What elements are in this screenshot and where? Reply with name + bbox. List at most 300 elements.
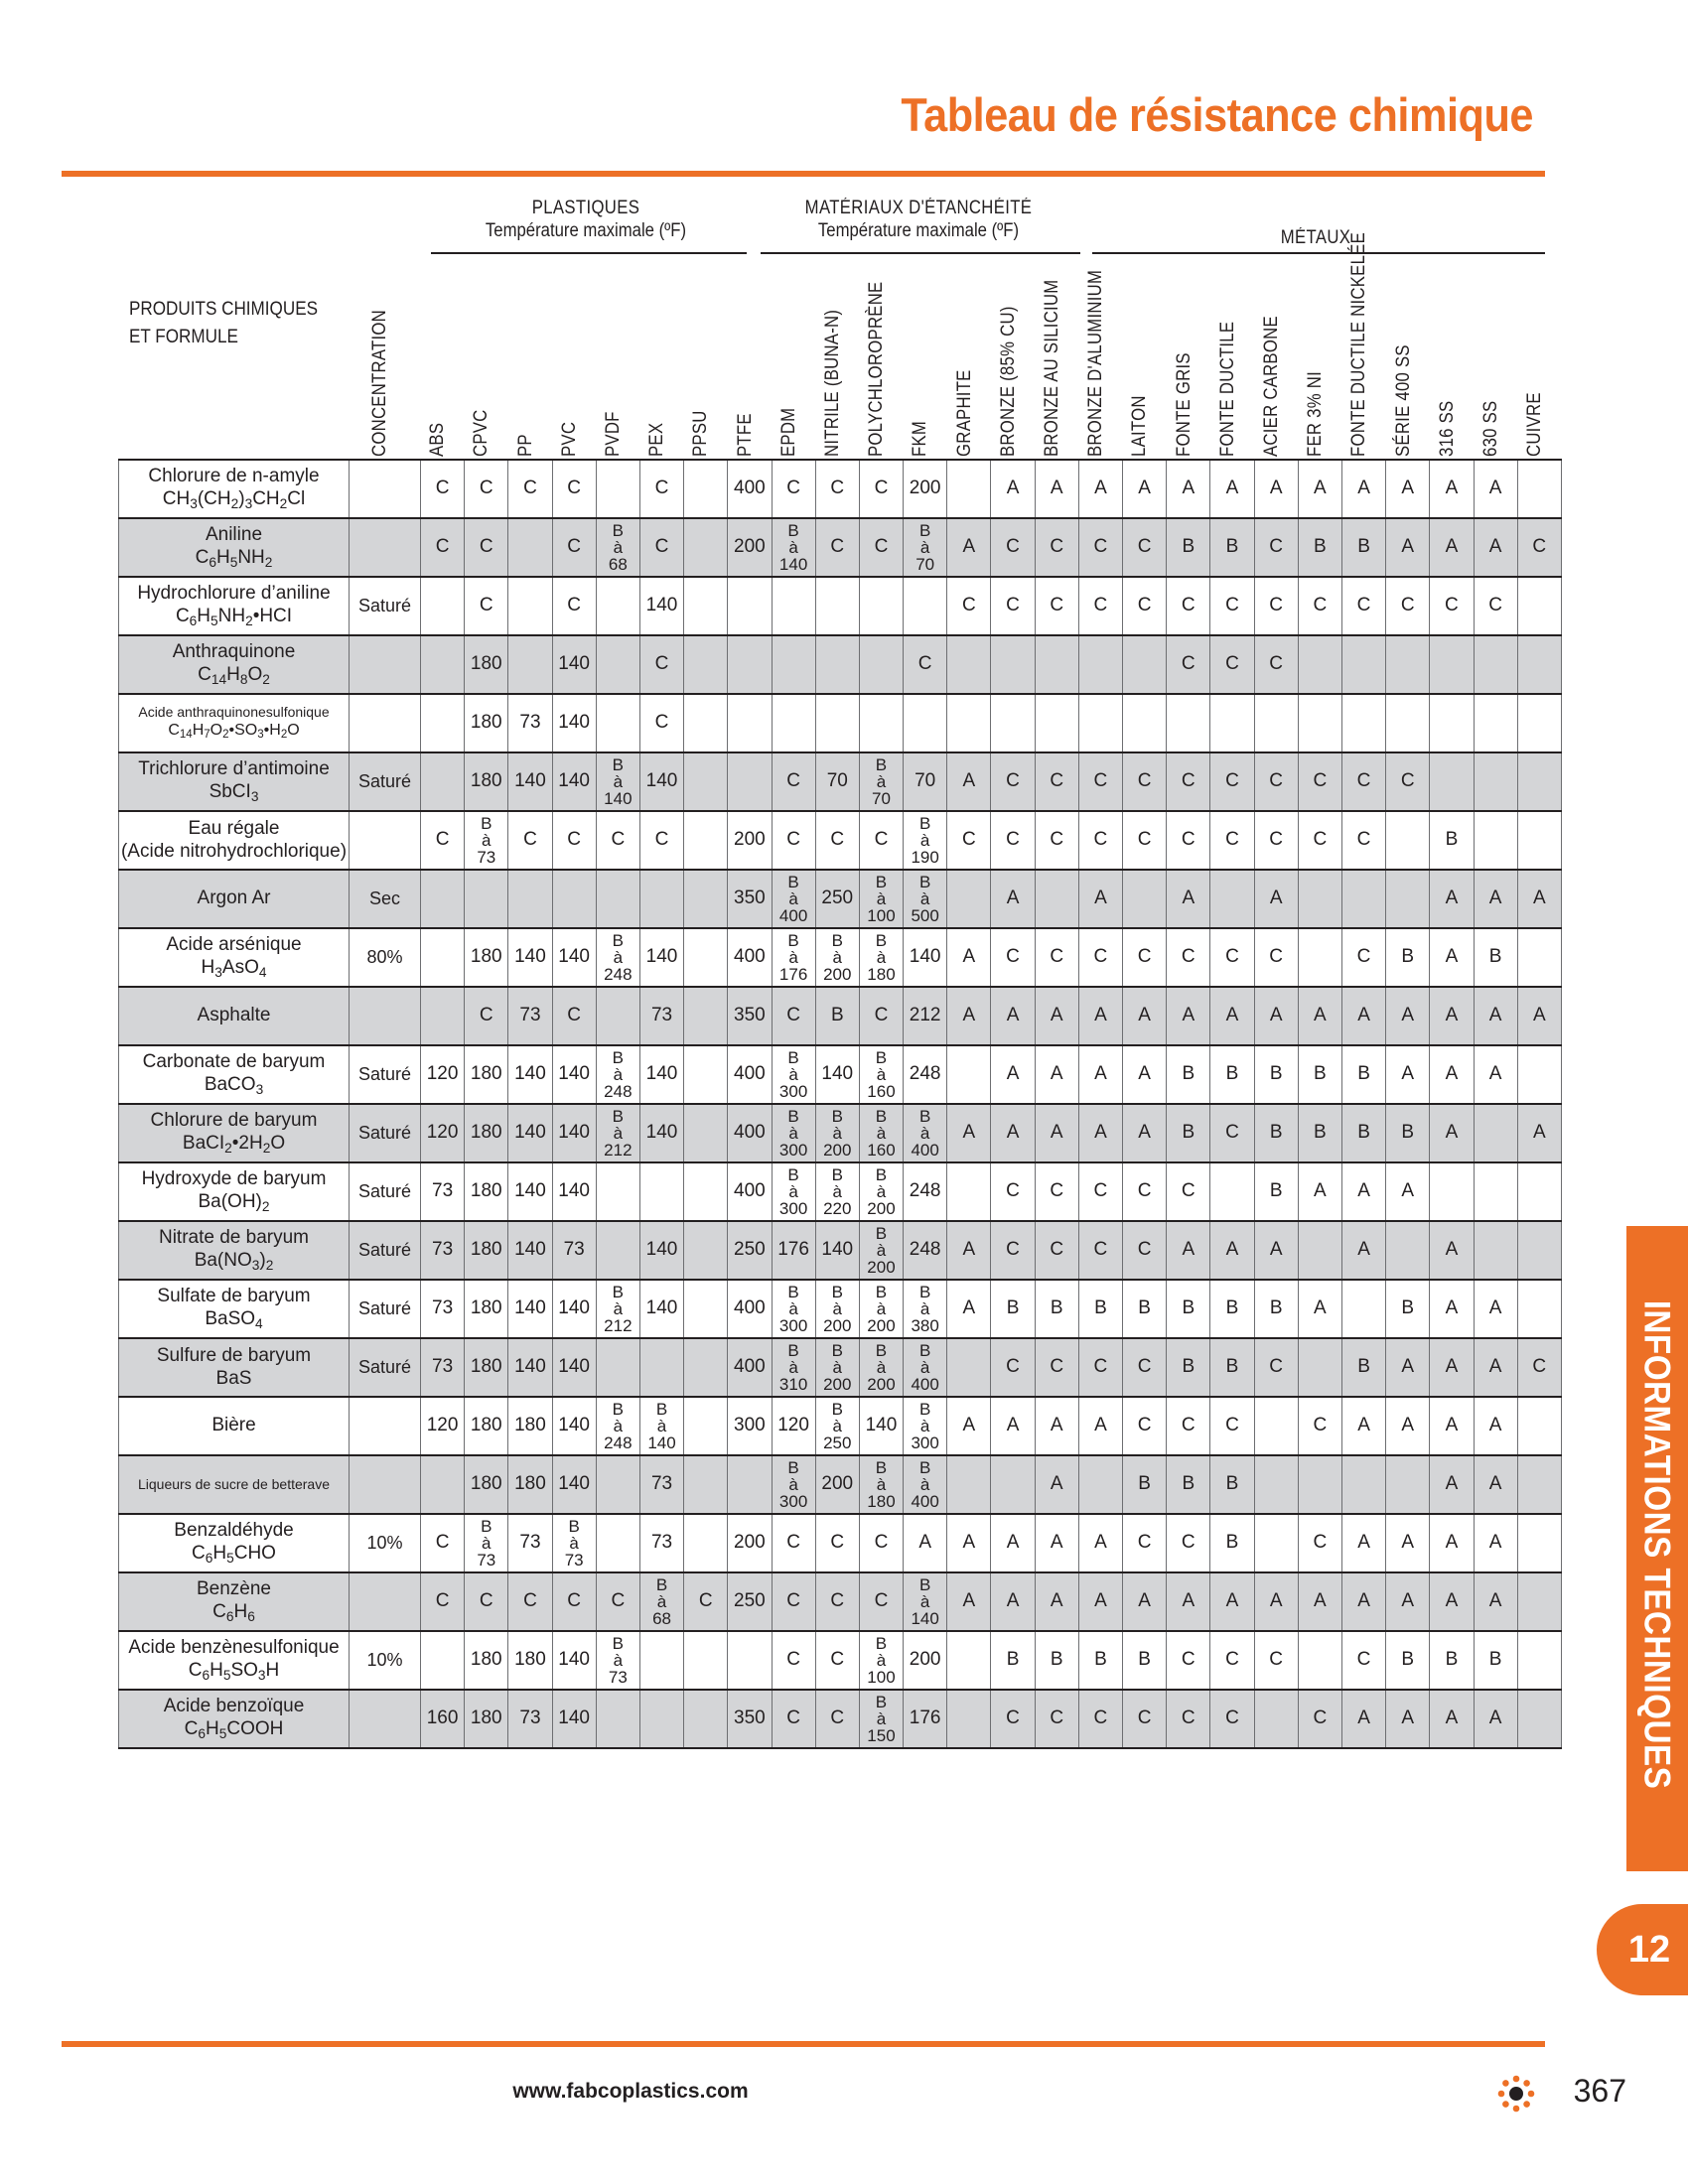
- cell-graphite: [947, 1690, 991, 1748]
- table-row: [119, 752, 1562, 811]
- cell-bronze-d-aluminium: B: [1078, 1280, 1122, 1338]
- fabco-logo-icon: [1493, 2071, 1539, 2116]
- cell-bronze-au-silicium: [1035, 694, 1078, 752]
- cell-epdm: 120: [772, 1397, 815, 1455]
- chemical-name-eau-regale: Eau régale (Acide nitrohydrochlorique): [119, 811, 350, 870]
- page-title-text: Tableau de résistance chimique: [901, 88, 1533, 141]
- cell-cpvc: 180: [465, 1631, 508, 1690]
- cell-fkm: B à 140: [904, 1572, 947, 1631]
- chemical-name-sulfure-de-baryum: Sulfure de baryum BaS: [119, 1338, 350, 1397]
- cell-cuivre: [1517, 694, 1561, 752]
- cell-ppsu: [684, 1045, 728, 1104]
- cell-fkm: 248: [904, 1221, 947, 1280]
- cell-fonte-ductile: C: [1210, 928, 1254, 987]
- cell-fkm: B à 400: [904, 1338, 947, 1397]
- column-header-fer-3-ni: FER 3% NI: [1305, 371, 1327, 457]
- cell-fonte-ductile: C: [1210, 635, 1254, 694]
- cell-630-ss: A: [1474, 1280, 1517, 1338]
- cell-abs: 73: [421, 1221, 465, 1280]
- table-row: [119, 1280, 1562, 1338]
- cell-pvdf: [596, 577, 639, 635]
- table-row: [119, 1338, 1562, 1397]
- cell-316-ss: C: [1430, 577, 1474, 635]
- cell-pvc: C: [552, 460, 596, 518]
- cell-epdm: B à 300: [772, 1455, 815, 1514]
- cell-serie-400-ss: B: [1386, 1280, 1430, 1338]
- cell-bronze-d-aluminium: A: [1078, 870, 1122, 928]
- cell-serie-400-ss: A: [1386, 518, 1430, 577]
- cell-ptfe: [728, 1455, 772, 1514]
- cell-ppsu: [684, 460, 728, 518]
- cell-ptfe: 400: [728, 1162, 772, 1221]
- cell-pex: 140: [639, 928, 683, 987]
- cell-fonte-ductile-nickelee: [1341, 635, 1385, 694]
- cell-ptfe: 350: [728, 987, 772, 1045]
- cell-fonte-gris: C: [1167, 752, 1210, 811]
- cell-fonte-gris: C: [1167, 1514, 1210, 1572]
- cell-ppsu: [684, 752, 728, 811]
- cell-abs: C: [421, 1514, 465, 1572]
- cell-acier-carbone: B: [1254, 1045, 1298, 1104]
- cell-cuivre: [1517, 1455, 1561, 1514]
- cell-cpvc: 180: [465, 1338, 508, 1397]
- cell-pvc: 73: [552, 1221, 596, 1280]
- cell-630-ss: A: [1474, 518, 1517, 577]
- chemical-name-chlorure-de-n-amyle: Chlorure de n-amyle $CH_3(CH_2)_3CH_2Cl$: [119, 460, 350, 518]
- cell-fonte-ductile: C: [1210, 1690, 1254, 1748]
- cell-acier-carbone: A: [1254, 1221, 1298, 1280]
- corner-header-line1: PRODUITS CHIMIQUES: [129, 299, 319, 320]
- cell-bronze-au-silicium: C: [1035, 1162, 1078, 1221]
- cell-concentration: [350, 811, 421, 870]
- cell-cpvc: C: [465, 460, 508, 518]
- cell-316-ss: A: [1430, 1045, 1474, 1104]
- cell-fonte-ductile: A: [1210, 1572, 1254, 1631]
- cell-pvdf: B à 73: [596, 1631, 639, 1690]
- cell-bronze-d-aluminium: C: [1078, 811, 1122, 870]
- chemical-name-chlorure-de-baryum: Chlorure de baryum $BaCI_2•2H_2O$: [119, 1104, 350, 1162]
- cell-cuivre: [1517, 635, 1561, 694]
- cell-630-ss: A: [1474, 1045, 1517, 1104]
- cell-630-ss: A: [1474, 1397, 1517, 1455]
- cell-ppsu: [684, 1514, 728, 1572]
- cell-abs: C: [421, 518, 465, 577]
- cell-serie-400-ss: C: [1386, 752, 1430, 811]
- cell-serie-400-ss: A: [1386, 1162, 1430, 1221]
- cell-cuivre: [1517, 928, 1561, 987]
- cell-bronze-d-aluminium: [1078, 635, 1122, 694]
- table-row: [119, 1162, 1562, 1221]
- cell-polychloroprene: B à 150: [859, 1690, 903, 1748]
- cell-pex: [639, 1631, 683, 1690]
- cell-fer-3-ni: B: [1298, 1104, 1341, 1162]
- cell-serie-400-ss: B: [1386, 928, 1430, 987]
- cell-pex: C: [639, 811, 683, 870]
- cell-graphite: [947, 1338, 991, 1397]
- cell-polychloroprene: 140: [859, 1397, 903, 1455]
- cell-pvc: 140: [552, 1104, 596, 1162]
- cell-pvdf: B à 248: [596, 1397, 639, 1455]
- cell-abs: [421, 752, 465, 811]
- cell-cpvc: C: [465, 987, 508, 1045]
- cell-laiton: [1123, 870, 1167, 928]
- table-row: [119, 1455, 1562, 1514]
- cell-cpvc: C: [465, 518, 508, 577]
- cell-cuivre: [1517, 1221, 1561, 1280]
- cell-ptfe: 200: [728, 811, 772, 870]
- cell-graphite: A: [947, 1280, 991, 1338]
- cell-fkm: 140: [904, 928, 947, 987]
- cell-acier-carbone: C: [1254, 811, 1298, 870]
- cell-acier-carbone: B: [1254, 1280, 1298, 1338]
- cell-fer-3-ni: C: [1298, 1397, 1341, 1455]
- cell-316-ss: B: [1430, 1631, 1474, 1690]
- cell-pex: [639, 1162, 683, 1221]
- cell-pvdf: [596, 460, 639, 518]
- cell-fonte-ductile: B: [1210, 1280, 1254, 1338]
- cell-fkm: B à 500: [904, 870, 947, 928]
- cell-316-ss: A: [1430, 987, 1474, 1045]
- cell-316-ss: [1430, 635, 1474, 694]
- cell-fonte-gris: C: [1167, 1631, 1210, 1690]
- cell-630-ss: [1474, 1221, 1517, 1280]
- cell-cpvc: [465, 870, 508, 928]
- cell-acier-carbone: C: [1254, 577, 1298, 635]
- column-header-acier-carbone: ACIER CARBONE: [1260, 316, 1282, 457]
- column-header-concentration: CONCENTRATION: [369, 309, 390, 457]
- cell-polychloroprene: B à 160: [859, 1045, 903, 1104]
- cell-pp: 73: [508, 1514, 552, 1572]
- cell-serie-400-ss: A: [1386, 1045, 1430, 1104]
- cell-fer-3-ni: [1298, 1631, 1341, 1690]
- cell-pp: [508, 635, 552, 694]
- cell-pvc: 140: [552, 694, 596, 752]
- cell-630-ss: A: [1474, 1690, 1517, 1748]
- chemical-name-nitrate-de-baryum: Nitrate de baryum $Ba(NO_3)_2$: [119, 1221, 350, 1280]
- cell-graphite: A: [947, 987, 991, 1045]
- cell-concentration: 80%: [350, 928, 421, 987]
- cell-acier-carbone: C: [1254, 1631, 1298, 1690]
- column-header-graphite: GRAPHITE: [953, 369, 975, 457]
- cell-fonte-gris: C: [1167, 577, 1210, 635]
- cell-laiton: C: [1123, 1397, 1167, 1455]
- cell-fonte-ductile: B: [1210, 1455, 1254, 1514]
- cell-epdm: B à 300: [772, 1045, 815, 1104]
- cell-pvdf: [596, 1514, 639, 1572]
- cell-pvdf: B à 248: [596, 928, 639, 987]
- cell-fonte-ductile: B: [1210, 1045, 1254, 1104]
- cell-graphite: A: [947, 1221, 991, 1280]
- cell-serie-400-ss: A: [1386, 1397, 1430, 1455]
- cell-graphite: A: [947, 1514, 991, 1572]
- cell-acier-carbone: [1254, 1690, 1298, 1748]
- cell-cuivre: A: [1517, 987, 1561, 1045]
- cell-pex: 140: [639, 752, 683, 811]
- cell-ppsu: [684, 518, 728, 577]
- cell-epdm: B à 140: [772, 518, 815, 577]
- cell-630-ss: A: [1474, 1455, 1517, 1514]
- cell-pvdf: [596, 1455, 639, 1514]
- table-row: [119, 987, 1562, 1045]
- cell-serie-400-ss: C: [1386, 577, 1430, 635]
- cell-pvc: B à 73: [552, 1514, 596, 1572]
- cell-ptfe: [728, 577, 772, 635]
- cell-epdm: C: [772, 1572, 815, 1631]
- cell-cuivre: [1517, 1690, 1561, 1748]
- cell-polychloroprene: B à 200: [859, 1280, 903, 1338]
- cell-laiton: C: [1123, 1690, 1167, 1748]
- cell-laiton: B: [1123, 1280, 1167, 1338]
- cell-cuivre: [1517, 1514, 1561, 1572]
- cell-cuivre: A: [1517, 870, 1561, 928]
- cell-concentration: 10%: [350, 1514, 421, 1572]
- cell-ppsu: [684, 577, 728, 635]
- group-header-plastiques-title: PLASTIQUES: [531, 198, 640, 218]
- cell-ppsu: [684, 1280, 728, 1338]
- footer-url[interactable]: www.fabcoplastics.com: [512, 2080, 749, 2103]
- group-header-metaux-title: MÉTAUX: [1280, 227, 1351, 248]
- cell-fkm: 176: [904, 1690, 947, 1748]
- cell-bronze-d-aluminium: A: [1078, 1514, 1122, 1572]
- cell-laiton: C: [1123, 518, 1167, 577]
- cell-graphite: A: [947, 928, 991, 987]
- cell-fonte-ductile-nickelee: A: [1341, 1690, 1385, 1748]
- cell-epdm: B à 310: [772, 1338, 815, 1397]
- cell-fonte-ductile-nickelee: C: [1341, 811, 1385, 870]
- cell-acier-carbone: A: [1254, 460, 1298, 518]
- cell-fonte-ductile: [1210, 1162, 1254, 1221]
- table-row: [119, 1631, 1562, 1690]
- column-header-polychloropr-ne: POLYCHLOROPRÈNE: [866, 281, 888, 457]
- cell-epdm: C: [772, 460, 815, 518]
- cell-pvdf: C: [596, 1572, 639, 1631]
- cell-cpvc: 180: [465, 1221, 508, 1280]
- cell-polychloroprene: B à 160: [859, 1104, 903, 1162]
- cell-cpvc: 180: [465, 635, 508, 694]
- cell-graphite: [947, 460, 991, 518]
- cell-pvc: 140: [552, 928, 596, 987]
- column-header-pvc: PVC: [558, 421, 580, 457]
- cell-bronze-85-cu: A: [991, 1397, 1035, 1455]
- cell-pvc: C: [552, 811, 596, 870]
- cell-316-ss: A: [1430, 1221, 1474, 1280]
- cell-graphite: A: [947, 1572, 991, 1631]
- cell-acier-carbone: C: [1254, 1338, 1298, 1397]
- cell-concentration: [350, 1397, 421, 1455]
- cell-fkm: 200: [904, 1631, 947, 1690]
- cell-bronze-85-cu: [991, 1455, 1035, 1514]
- cell-fonte-gris: C: [1167, 1397, 1210, 1455]
- cell-fonte-ductile-nickelee: A: [1341, 1572, 1385, 1631]
- cell-pvdf: [596, 694, 639, 752]
- cell-polychloroprene: B à 100: [859, 1631, 903, 1690]
- cell-fonte-ductile: B: [1210, 518, 1254, 577]
- cell-nitrile-buna-n: 200: [815, 1455, 859, 1514]
- cell-ppsu: [684, 1455, 728, 1514]
- cell-316-ss: A: [1430, 1104, 1474, 1162]
- cell-polychloroprene: [859, 694, 903, 752]
- cell-fonte-ductile: B: [1210, 1514, 1254, 1572]
- table-row: [119, 928, 1562, 987]
- chemical-name-benzene: Benzène $C_6H_6$: [119, 1572, 350, 1631]
- chemical-name-hydrochlorure-d-aniline: Hydrochlorure d’aniline $C_6H_5NH_2•HCI$: [119, 577, 350, 635]
- column-header-630-ss: 630 SS: [1479, 400, 1501, 457]
- cell-cpvc: 180: [465, 1455, 508, 1514]
- cell-316-ss: A: [1430, 870, 1474, 928]
- cell-abs: [421, 870, 465, 928]
- chemical-name-acide-benzoique: Acide benzoïque $C_6H_5COOH$: [119, 1690, 350, 1748]
- cell-nitrile-buna-n: B à 200: [815, 1338, 859, 1397]
- cell-graphite: [947, 1045, 991, 1104]
- table-row: [119, 1397, 1562, 1455]
- cell-cpvc: 180: [465, 694, 508, 752]
- table-row: [119, 577, 1562, 635]
- cell-ppsu: [684, 1221, 728, 1280]
- cell-bronze-au-silicium: A: [1035, 1514, 1078, 1572]
- cell-fonte-gris: B: [1167, 1338, 1210, 1397]
- cell-bronze-au-silicium: C: [1035, 518, 1078, 577]
- cell-cuivre: [1517, 1631, 1561, 1690]
- cell-pex: 73: [639, 1514, 683, 1572]
- cell-pvdf: C: [596, 811, 639, 870]
- cell-bronze-d-aluminium: C: [1078, 928, 1122, 987]
- cell-fonte-gris: C: [1167, 928, 1210, 987]
- cell-fkm: 248: [904, 1045, 947, 1104]
- cell-cuivre: C: [1517, 1338, 1561, 1397]
- cell-serie-400-ss: A: [1386, 987, 1430, 1045]
- cell-fonte-ductile: [1210, 870, 1254, 928]
- cell-pex: 140: [639, 1045, 683, 1104]
- column-header-s-rie-400-ss: SÉRIE 400 SS: [1392, 344, 1414, 457]
- cell-graphite: A: [947, 518, 991, 577]
- cell-epdm: B à 300: [772, 1280, 815, 1338]
- cell-ppsu: [684, 1690, 728, 1748]
- cell-bronze-au-silicium: A: [1035, 987, 1078, 1045]
- cell-pvdf: B à 140: [596, 752, 639, 811]
- cell-graphite: [947, 1631, 991, 1690]
- table-row: [119, 811, 1562, 870]
- cell-serie-400-ss: [1386, 694, 1430, 752]
- cell-fonte-ductile-nickelee: [1341, 870, 1385, 928]
- cell-bronze-85-cu: C: [991, 1338, 1035, 1397]
- cell-630-ss: A: [1474, 870, 1517, 928]
- cell-bronze-85-cu: [991, 635, 1035, 694]
- cell-bronze-d-aluminium: C: [1078, 577, 1122, 635]
- cell-fonte-ductile-nickelee: B: [1341, 518, 1385, 577]
- cell-cuivre: [1517, 577, 1561, 635]
- column-header-laiton: LAITON: [1129, 395, 1151, 457]
- cell-fer-3-ni: A: [1298, 1162, 1341, 1221]
- cell-bronze-85-cu: A: [991, 460, 1035, 518]
- cell-ptfe: 350: [728, 870, 772, 928]
- cell-fonte-gris: C: [1167, 1162, 1210, 1221]
- cell-acier-carbone: [1254, 1514, 1298, 1572]
- cell-fkm: C: [904, 635, 947, 694]
- cell-pvc: [552, 870, 596, 928]
- cell-epdm: C: [772, 1690, 815, 1748]
- cell-fonte-ductile-nickelee: A: [1341, 1162, 1385, 1221]
- cell-fonte-ductile: C: [1210, 752, 1254, 811]
- chemical-name-asphalte: Asphalte: [119, 987, 350, 1045]
- cell-graphite: C: [947, 811, 991, 870]
- cell-pvdf: B à 212: [596, 1104, 639, 1162]
- cell-cuivre: [1517, 1280, 1561, 1338]
- cell-cuivre: [1517, 811, 1561, 870]
- cell-fonte-ductile-nickelee: C: [1341, 577, 1385, 635]
- cell-fonte-gris: B: [1167, 1104, 1210, 1162]
- cell-cpvc: 180: [465, 1280, 508, 1338]
- cell-fonte-ductile-nickelee: C: [1341, 1631, 1385, 1690]
- cell-ptfe: [728, 1631, 772, 1690]
- cell-fonte-ductile: B: [1210, 1338, 1254, 1397]
- cell-nitrile-buna-n: C: [815, 518, 859, 577]
- cell-nitrile-buna-n: B à 250: [815, 1397, 859, 1455]
- cell-cuivre: [1517, 1397, 1561, 1455]
- cell-fonte-gris: [1167, 694, 1210, 752]
- cell-nitrile-buna-n: 140: [815, 1221, 859, 1280]
- cell-pp: 140: [508, 752, 552, 811]
- cell-630-ss: A: [1474, 1338, 1517, 1397]
- cell-bronze-au-silicium: A: [1035, 460, 1078, 518]
- cell-cpvc: 180: [465, 1397, 508, 1455]
- cell-polychloroprene: B à 200: [859, 1338, 903, 1397]
- cell-laiton: C: [1123, 1514, 1167, 1572]
- cell-pex: 140: [639, 1221, 683, 1280]
- cell-acier-carbone: [1254, 1397, 1298, 1455]
- cell-ptfe: [728, 752, 772, 811]
- cell-bronze-85-cu: C: [991, 577, 1035, 635]
- cell-nitrile-buna-n: B à 200: [815, 1104, 859, 1162]
- cell-ppsu: [684, 1162, 728, 1221]
- table-row: [119, 460, 1562, 518]
- cell-316-ss: A: [1430, 1455, 1474, 1514]
- cell-fonte-gris: A: [1167, 1221, 1210, 1280]
- cell-acier-carbone: C: [1254, 635, 1298, 694]
- table-row: [119, 694, 1562, 752]
- cell-polychloroprene: [859, 577, 903, 635]
- cell-epdm: C: [772, 752, 815, 811]
- cell-fer-3-ni: [1298, 1338, 1341, 1397]
- cell-ppsu: [684, 635, 728, 694]
- cell-fonte-gris: B: [1167, 1280, 1210, 1338]
- cell-fonte-ductile: [1210, 694, 1254, 752]
- cell-fonte-ductile-nickelee: B: [1341, 1104, 1385, 1162]
- cell-concentration: [350, 1690, 421, 1748]
- cell-acier-carbone: B: [1254, 1162, 1298, 1221]
- cell-fkm: B à 300: [904, 1397, 947, 1455]
- column-header-ptfe: PTFE: [734, 413, 756, 457]
- cell-bronze-85-cu: [991, 694, 1035, 752]
- cell-serie-400-ss: A: [1386, 1690, 1430, 1748]
- table-row: [119, 1221, 1562, 1280]
- cell-630-ss: A: [1474, 1572, 1517, 1631]
- column-header-nitrile-buna-n: NITRILE (BUNA-N): [821, 309, 843, 457]
- cell-acier-carbone: [1254, 1455, 1298, 1514]
- column-header-fonte-gris: FONTE GRIS: [1173, 352, 1195, 457]
- chemical-name-acide-benzenesulfonique: Acide benzènesulfonique $C_6H_5SO_3H$: [119, 1631, 350, 1690]
- cell-laiton: C: [1123, 811, 1167, 870]
- cell-ppsu: C: [684, 1572, 728, 1631]
- cell-nitrile-buna-n: [815, 577, 859, 635]
- cell-polychloroprene: B à 200: [859, 1162, 903, 1221]
- cell-concentration: Saturé: [350, 1162, 421, 1221]
- cell-ptfe: 400: [728, 1338, 772, 1397]
- cell-bronze-85-cu: C: [991, 811, 1035, 870]
- table-row: [119, 870, 1562, 928]
- cell-bronze-au-silicium: A: [1035, 1104, 1078, 1162]
- cell-630-ss: B: [1474, 928, 1517, 987]
- cell-bronze-d-aluminium: C: [1078, 1162, 1122, 1221]
